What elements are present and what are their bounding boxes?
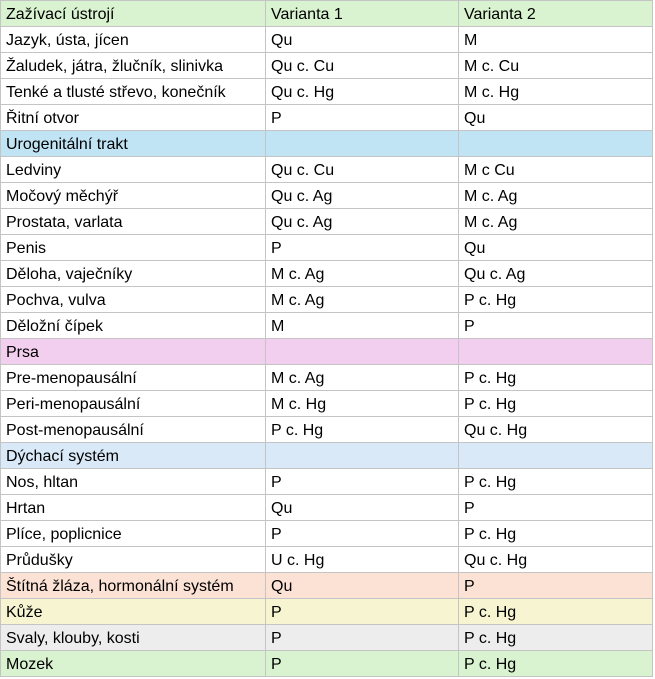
varianta-1-cell[interactable]: P c. Hg [266, 417, 459, 443]
label-cell[interactable]: Hrtan [1, 495, 266, 521]
varianta-2-cell[interactable]: P c. Hg [459, 391, 653, 417]
section-row [1, 651, 653, 677]
section-row [1, 573, 653, 599]
table-row [1, 53, 653, 79]
label-cell[interactable]: Jazyk, ústa, jícen [1, 27, 266, 53]
varianta-2-cell[interactable]: Qu c. Ag [459, 261, 653, 287]
label-cell[interactable]: Řitní otvor [1, 105, 266, 131]
varianta-1-cell[interactable]: Qu [266, 27, 459, 53]
table-row [1, 235, 653, 261]
table-row [1, 287, 653, 313]
varianta-1-cell[interactable]: P [266, 469, 459, 495]
varianta-1-cell[interactable]: Qu c. Ag [266, 209, 459, 235]
varianta-2-cell[interactable]: M c. Ag [459, 209, 653, 235]
label-cell[interactable]: Ledviny [1, 157, 266, 183]
varianta-1-cell[interactable]: Qu [266, 573, 459, 599]
varianta-1-cell[interactable]: Qu [266, 495, 459, 521]
varianta-1-cell[interactable] [266, 339, 459, 365]
label-cell[interactable]: Mozek [1, 651, 266, 677]
varianta-2-cell[interactable]: M [459, 27, 653, 53]
varianta-2-cell[interactable]: M c. Cu [459, 53, 653, 79]
varianta-2-cell[interactable]: P [459, 573, 653, 599]
varianta-2-cell[interactable]: Qu c. Hg [459, 417, 653, 443]
label-cell[interactable]: Prostata, varlata [1, 209, 266, 235]
table-row [1, 79, 653, 105]
table-row [1, 105, 653, 131]
section-row [1, 443, 653, 469]
table-row [1, 521, 653, 547]
table-row [1, 157, 653, 183]
varianta-1-cell[interactable]: M [266, 313, 459, 339]
label-cell[interactable]: Penis [1, 235, 266, 261]
label-cell[interactable]: Pre-menopausální [1, 365, 266, 391]
table-row [1, 313, 653, 339]
label-cell[interactable]: Žaludek, játra, žlučník, slinivka [1, 53, 266, 79]
label-cell[interactable]: Plíce, poplicnice [1, 521, 266, 547]
table-row [1, 417, 653, 443]
varianta-2-cell[interactable]: P c. Hg [459, 469, 653, 495]
varianta-1-cell[interactable]: P [266, 235, 459, 261]
varianta-1-cell[interactable]: P [266, 521, 459, 547]
varianta-2-cell[interactable] [459, 443, 653, 469]
table-row [1, 469, 653, 495]
label-cell[interactable]: Prsa [1, 339, 266, 365]
label-cell[interactable]: Kůže [1, 599, 266, 625]
varianta-2-cell[interactable] [459, 339, 653, 365]
varianta-2-cell[interactable]: P c. Hg [459, 651, 653, 677]
section-row [1, 625, 653, 651]
varianta-1-cell[interactable]: P [266, 651, 459, 677]
label-cell[interactable]: Tenké a tlusté střevo, konečník [1, 79, 266, 105]
varianta-2-cell[interactable]: Varianta 2 [459, 1, 653, 27]
varianta-2-cell[interactable]: P c. Hg [459, 287, 653, 313]
header-row [1, 1, 653, 27]
varianta-1-cell[interactable]: P [266, 599, 459, 625]
table-row [1, 209, 653, 235]
label-cell[interactable]: Post-menopausální [1, 417, 266, 443]
label-cell[interactable]: Nos, hltan [1, 469, 266, 495]
section-row [1, 599, 653, 625]
varianta-1-cell[interactable]: Qu c. Cu [266, 53, 459, 79]
varianta-1-cell[interactable]: M c. Ag [266, 287, 459, 313]
varianta-1-cell[interactable]: P [266, 625, 459, 651]
varianta-2-cell[interactable]: Qu [459, 105, 653, 131]
varianta-2-cell[interactable] [459, 131, 653, 157]
label-cell[interactable]: Svaly, klouby, kosti [1, 625, 266, 651]
varianta-1-cell[interactable] [266, 443, 459, 469]
varianta-2-cell[interactable]: P c. Hg [459, 625, 653, 651]
label-cell[interactable]: Štítná žláza, hormonální systém [1, 573, 266, 599]
table-row [1, 183, 653, 209]
label-cell[interactable]: Průdušky [1, 547, 266, 573]
label-cell[interactable]: Děložní čípek [1, 313, 266, 339]
label-cell[interactable]: Peri-menopausální [1, 391, 266, 417]
varianta-1-cell[interactable]: Varianta 1 [266, 1, 459, 27]
varianta-2-cell[interactable]: P c. Hg [459, 365, 653, 391]
label-cell[interactable]: Zažívací ústrojí [1, 1, 266, 27]
varianta-1-cell[interactable]: M c. Hg [266, 391, 459, 417]
table-row [1, 547, 653, 573]
varianta-1-cell[interactable]: M c. Ag [266, 261, 459, 287]
varianta-2-cell[interactable]: P c. Hg [459, 521, 653, 547]
table-row [1, 495, 653, 521]
varianta-2-cell[interactable]: P c. Hg [459, 599, 653, 625]
table-row [1, 27, 653, 53]
table-body [1, 1, 653, 677]
label-cell[interactable]: Urogenitální trakt [1, 131, 266, 157]
label-cell[interactable]: Močový měchýř [1, 183, 266, 209]
varianta-1-cell[interactable]: Qu c. Hg [266, 79, 459, 105]
varianta-2-cell[interactable]: P [459, 313, 653, 339]
section-row [1, 339, 653, 365]
varianta-2-cell[interactable]: P [459, 495, 653, 521]
varianta-2-cell[interactable]: Qu c. Hg [459, 547, 653, 573]
varianta-2-cell[interactable]: M c. Hg [459, 79, 653, 105]
table-row [1, 391, 653, 417]
label-cell[interactable]: Pochva, vulva [1, 287, 266, 313]
varianta-1-cell[interactable]: Qu c. Cu [266, 157, 459, 183]
varianta-2-cell[interactable]: M c Cu [459, 157, 653, 183]
table-row [1, 261, 653, 287]
varianta-1-cell[interactable]: M c. Ag [266, 365, 459, 391]
varianta-1-cell[interactable]: P [266, 105, 459, 131]
label-cell[interactable]: Dýchací systém [1, 443, 266, 469]
label-cell[interactable]: Děloha, vaječníky [1, 261, 266, 287]
varianta-2-cell[interactable]: Qu [459, 235, 653, 261]
varianta-1-cell[interactable]: Qu c. Ag [266, 183, 459, 209]
section-row [1, 131, 653, 157]
varianta-1-cell[interactable] [266, 131, 459, 157]
varianta-1-cell[interactable]: U c. Hg [266, 547, 459, 573]
table-row [1, 365, 653, 391]
varianta-2-cell[interactable]: M c. Ag [459, 183, 653, 209]
